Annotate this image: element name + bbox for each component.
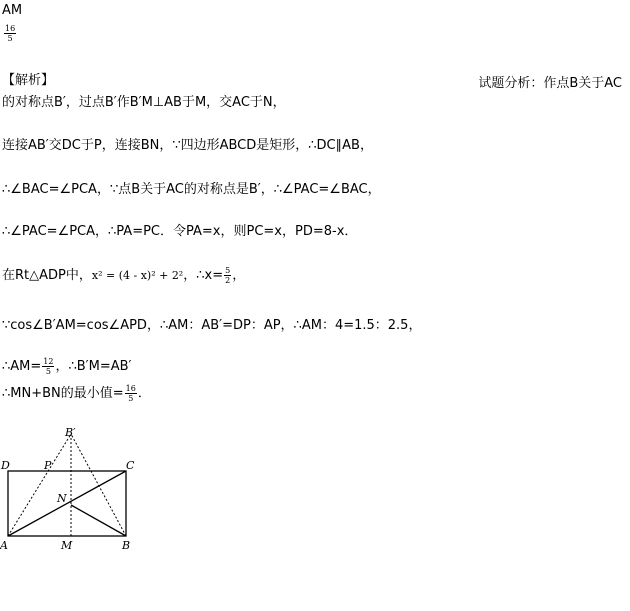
min-value-line	[2, 384, 151, 403]
x-numerator: 5	[225, 266, 231, 275]
cos-line: ∵cos∠B′AM=cos∠APD，∴AM：AB′=DP：AP，∴AM：4=1.5：2.5，	[2, 318, 422, 333]
solution-line-4: ∴∠PAC=∠PCA，∴PA=PC．令PA=x，则PC=x，PD=8-x．	[2, 224, 358, 239]
label-p: P	[44, 459, 52, 472]
solution-line-1: 的对称点B′，过点B′作B′M⊥AB于M，交AC于N，	[2, 95, 286, 110]
am-denominator: 5	[45, 367, 51, 376]
label-b: B	[122, 539, 131, 552]
label-d: D	[1, 459, 10, 472]
label-n: N	[57, 492, 67, 505]
solution-line-3: ∴∠BAC=∠PCA，∵点B关于AC的对称点是B′，∴∠PAC=∠BAC，	[2, 182, 381, 197]
am-fraction	[42, 357, 54, 376]
min-fraction	[125, 384, 137, 403]
geometry-figure	[0, 422, 160, 557]
solution-line-2: 连接AB′交DC于P，连接BN，∵四边形ABCD是矩形，∴DC∥AB，	[2, 138, 373, 153]
rt-equation: x² = (4 - x)² + 2²	[91, 269, 184, 282]
am-line	[2, 357, 131, 376]
analysis-heading: 【解析】	[2, 73, 55, 88]
label-b-prime: B′	[65, 426, 76, 439]
min-suffix: ．	[137, 386, 151, 401]
fraction	[4, 24, 16, 43]
label-a: A	[0, 539, 8, 552]
min-prefix: ∴MN+BN的最小值=	[2, 386, 124, 401]
label-m: M	[61, 539, 73, 552]
segment-ab-prime	[8, 434, 71, 536]
fraction-denominator: 5	[7, 34, 13, 43]
rt-mid: ，∴x=	[183, 268, 224, 283]
rt-suffix: ，	[232, 268, 246, 283]
min-numerator: 16	[125, 384, 136, 393]
label-c: C	[126, 459, 135, 472]
answer-fraction	[3, 24, 17, 43]
x-fraction	[224, 266, 231, 285]
rt-triangle-line	[2, 266, 245, 285]
am-prefix: ∴AM=	[2, 359, 42, 374]
min-denominator: 5	[128, 394, 134, 403]
rt-prefix: 在Rt△ADP中，	[2, 268, 92, 283]
am-suffix: ，∴B′M=AB′	[55, 359, 132, 374]
answer-label: AM	[2, 3, 23, 18]
fraction-numerator: 16	[5, 24, 16, 33]
x-denominator: 2	[225, 276, 231, 285]
am-numerator: 12	[43, 357, 54, 366]
analysis-intro: 试题分析：作点B关于AC	[478, 76, 622, 91]
